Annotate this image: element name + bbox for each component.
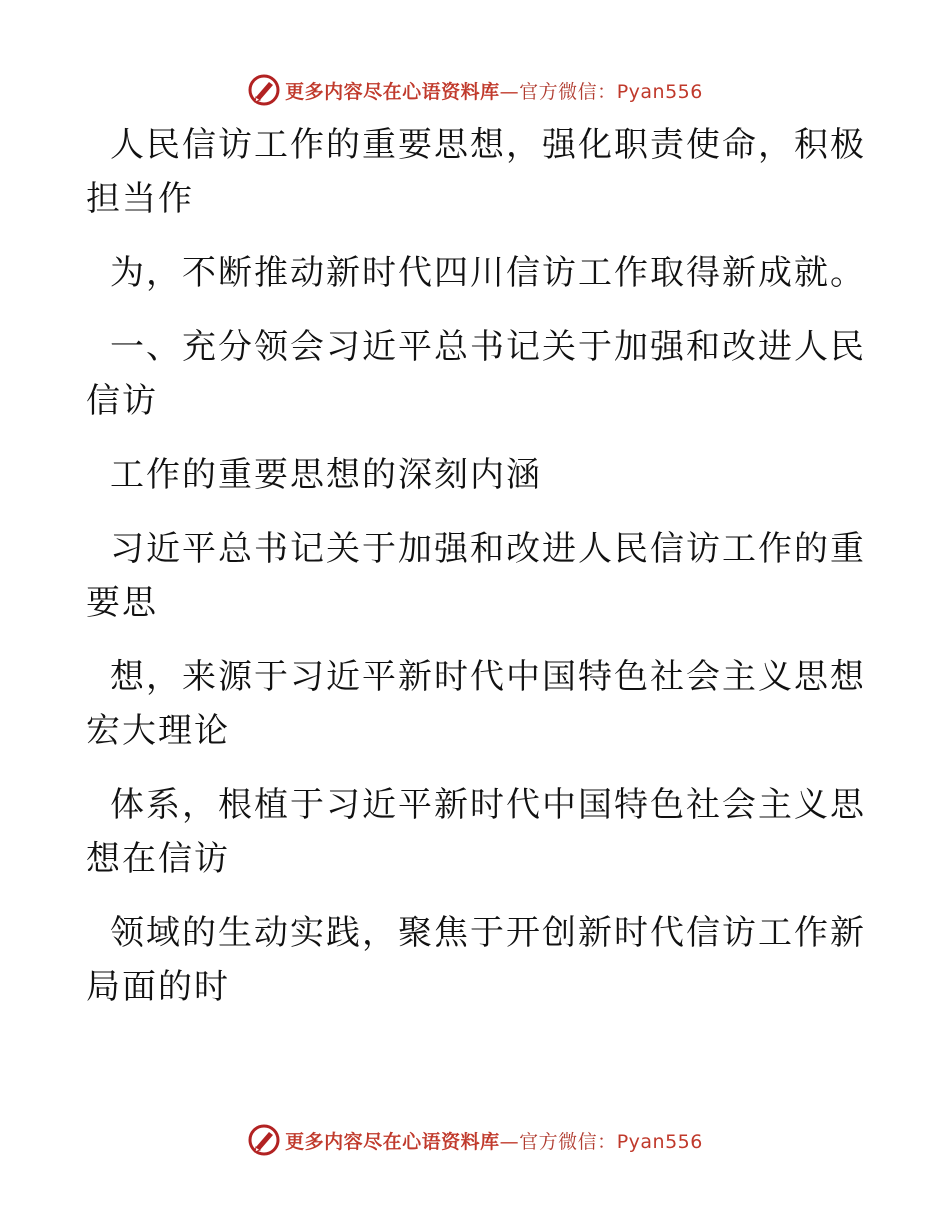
footer-watermark-banner — [0, 1120, 950, 1160]
text-line: 想，来源于习近平新时代中国特色社会主义思想 — [110, 657, 866, 697]
section-heading-continued — [98, 448, 838, 502]
text-line: 想在信访 — [86, 839, 230, 879]
paragraph-2 — [98, 246, 866, 300]
banner-dash: — — [499, 80, 520, 103]
banner-text — [285, 77, 703, 104]
text-line: 局面的时 — [86, 967, 230, 1007]
banner-brand: 更多内容尽在心语资料库 — [285, 80, 500, 103]
text-line: 人民信访工作的重要思想，强化职责使命，积极 — [110, 125, 866, 165]
header-watermark-banner — [0, 70, 950, 110]
text-line: 领域的生动实践，聚焦于开创新时代信访工作新 — [110, 913, 866, 953]
text-line: 工作的重要思想的深刻内涵 — [110, 455, 542, 495]
text-line: 要思 — [86, 583, 158, 623]
text-line: 一、充分领会习近平总书记关于加强和改进人民 — [110, 327, 866, 367]
text-line: 信访 — [86, 381, 158, 421]
text-line: 担当作 — [86, 179, 194, 219]
section-heading — [86, 320, 866, 428]
pen-circle-logo-icon — [247, 1123, 281, 1157]
paragraph-3 — [86, 522, 866, 630]
text-line: 宏大理论 — [86, 711, 230, 751]
banner-wechat-id: Pyan556 — [616, 80, 703, 103]
paragraph-4 — [86, 650, 866, 758]
paragraph-5 — [86, 778, 866, 886]
text-line: 习近平总书记关于加强和改进人民信访工作的重 — [110, 529, 866, 569]
text-line: 为，不断推动新时代四川信访工作取得新成就。 — [110, 253, 866, 293]
banner-wechat-id: Pyan556 — [616, 1130, 703, 1153]
banner-wechat-label: 官方微信： — [519, 80, 617, 103]
banner-wechat-label: 官方微信： — [519, 1130, 617, 1153]
text-line: 体系，根植于习近平新时代中国特色社会主义思 — [110, 785, 866, 825]
banner-dash: — — [499, 1130, 520, 1153]
banner-text — [285, 1127, 703, 1154]
banner-brand: 更多内容尽在心语资料库 — [285, 1130, 500, 1153]
pen-circle-logo-icon — [247, 73, 281, 107]
paragraph-6 — [86, 906, 866, 1014]
paragraph-1 — [86, 118, 866, 226]
document-body — [86, 118, 866, 1034]
